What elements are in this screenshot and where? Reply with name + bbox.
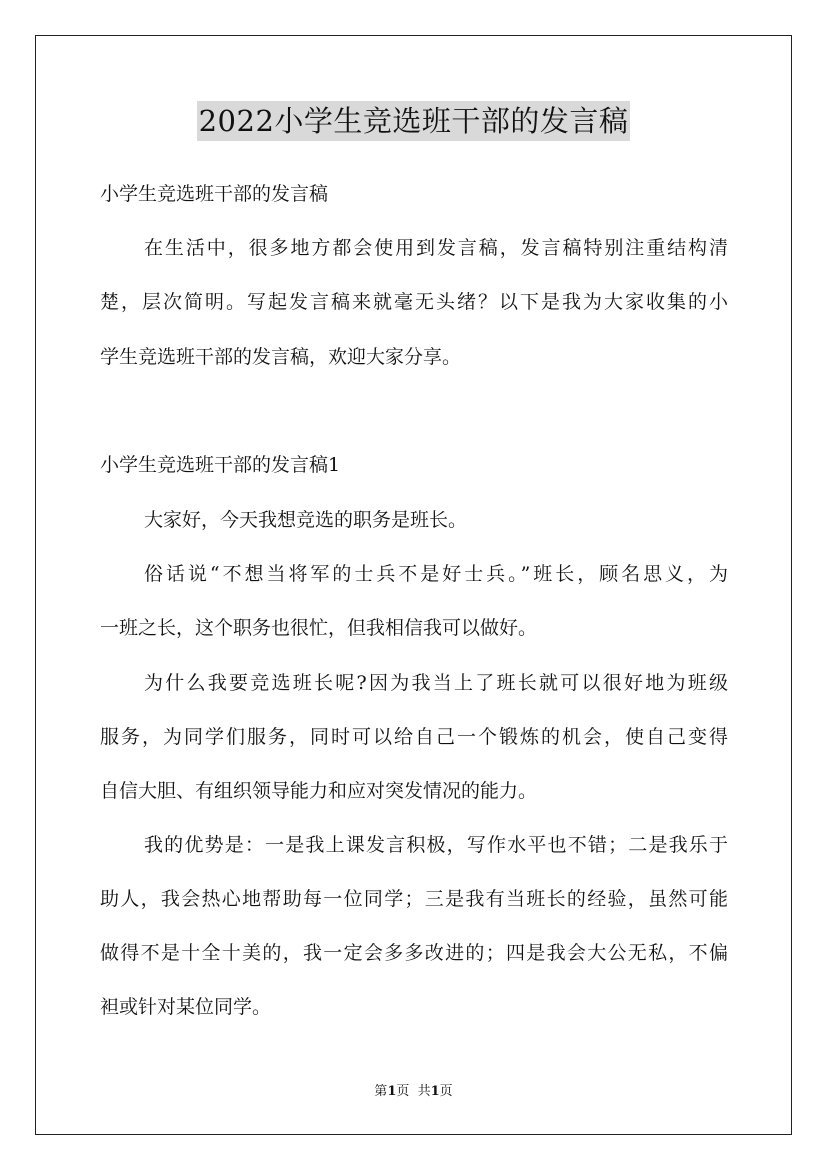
intro-line-3: 学生竞选班干部的发言稿，欢迎大家分享。 xyxy=(100,346,462,368)
paragraph-4-line-1: 我的优势是：一是我上课发言积极，写作水平也不错；二是我乐于 xyxy=(144,834,728,856)
section-heading: 小学生竞选班干部的发言稿1 xyxy=(100,454,341,476)
page-footer xyxy=(0,1083,827,1101)
paragraph-1: 大家好，今天我想竞选的职务是班长。 xyxy=(144,509,468,531)
paragraph-3-line-2: 服务，为同学们服务，同时可以给自己一个锻炼的机会，使自己变得 xyxy=(100,726,728,748)
page-suffix: 页 xyxy=(439,1084,453,1099)
page-total: 1 xyxy=(430,1084,440,1099)
paragraph-4-line-3: 做得不是十全十美的，我一定会多多改进的；四是我会大公无私，不偏 xyxy=(100,942,728,964)
document-subtitle: 小学生竞选班干部的发言稿 xyxy=(100,183,329,205)
intro-line-2: 楚，层次简明。写起发言稿来就毫无头绪？以下是我为大家收集的小 xyxy=(100,291,728,313)
document-title: 2022小学生竞选班干部的发言稿 xyxy=(197,101,631,141)
paragraph-4-line-4: 袒或针对某位同学。 xyxy=(100,996,272,1018)
page-prefix: 第 xyxy=(374,1084,388,1099)
intro-line-1: 在生活中，很多地方都会使用到发言稿，发言稿特别注重结构清 xyxy=(144,237,728,259)
title-container xyxy=(0,101,827,141)
paragraph-2-line-1: 俗话说“不想当将军的士兵不是好士兵。”班长，顾名思义，为 xyxy=(144,563,728,585)
paragraph-2-line-2: 一班之长，这个职务也很忙，但我相信我可以做好。 xyxy=(100,617,538,639)
paragraph-3-line-1: 为什么我要竞选班长呢?因为我当上了班长就可以很好地为班级 xyxy=(144,672,728,694)
paragraph-4-line-2: 助人，我会热心地帮助每一位同学；三是我有当班长的经验，虽然可能 xyxy=(100,888,728,910)
page-current: 1 xyxy=(387,1084,397,1099)
page-middle: 页 共 xyxy=(396,1084,431,1099)
paragraph-3-line-3: 自信大胆、有组织领导能力和应对突发情况的能力。 xyxy=(100,780,538,802)
